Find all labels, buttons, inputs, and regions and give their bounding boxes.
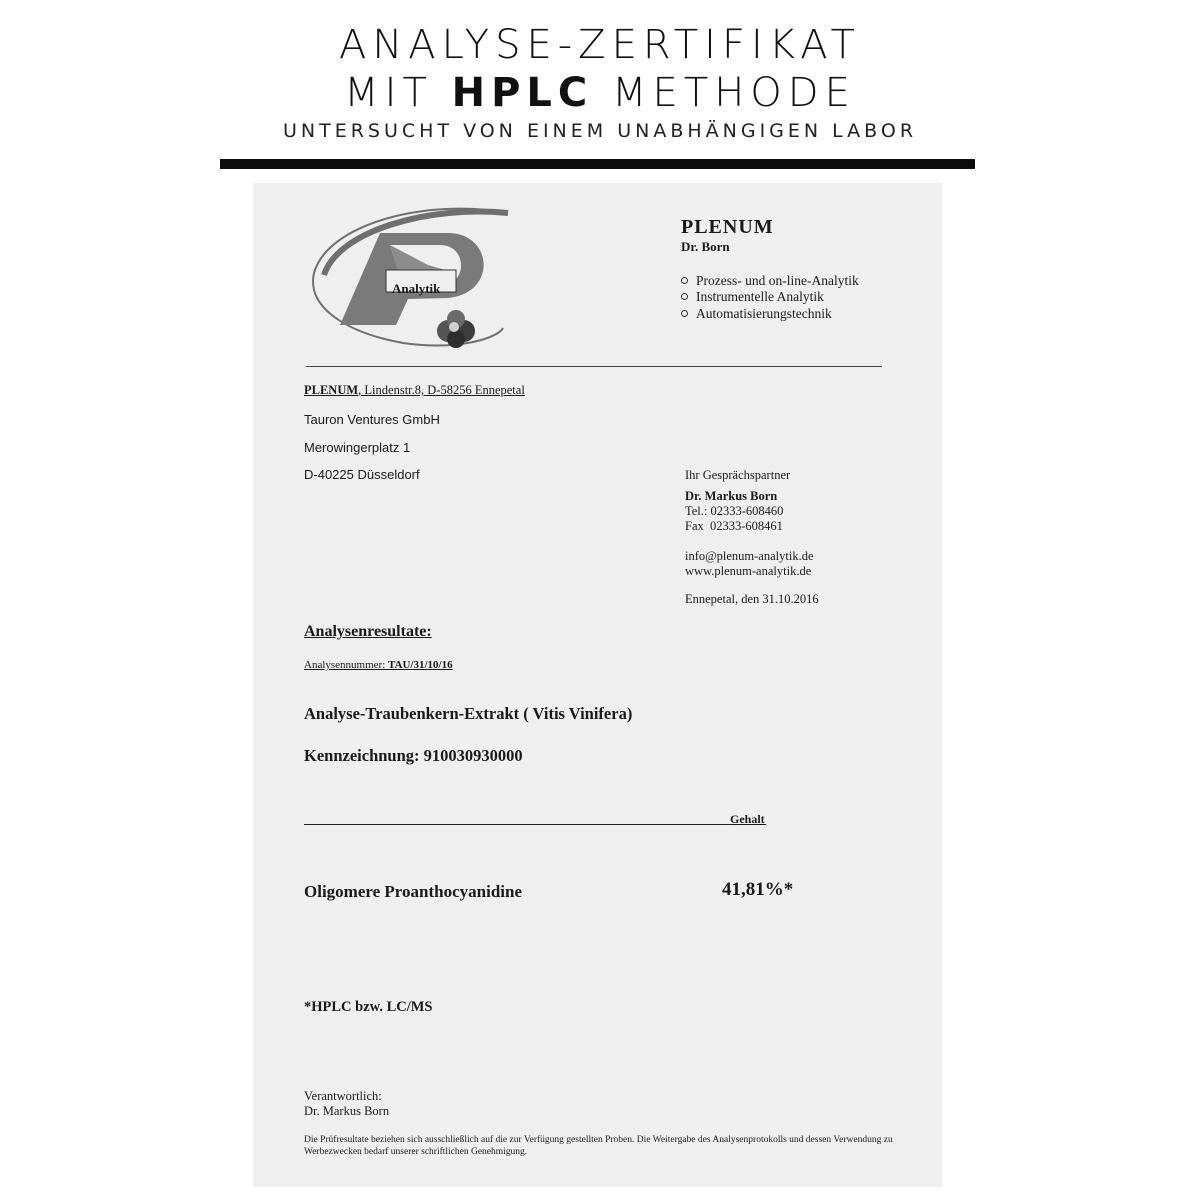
identification-number: Kennzeichnung: 910030930000 <box>304 746 523 765</box>
contact-tel: Tel.: 02333-608460 <box>685 504 784 518</box>
sender-line: PLENUM, Lindenstr.8, D-58256 Ennepetal <box>304 383 525 397</box>
banner-title-line2 <box>0 70 1200 116</box>
company-logo <box>308 193 518 358</box>
result-value: 41,81%* <box>722 879 794 900</box>
banner-divider <box>220 159 975 169</box>
banner-suffix: METHODE <box>593 70 856 116</box>
banner-title: ANALYSE-ZERTIFIKAT <box>339 22 861 68</box>
recipient-company: Tauron Ventures GmbH <box>304 412 440 427</box>
service-item: Automatisierungstechnik <box>681 306 832 322</box>
results-title: Analysenresultate: <box>304 623 432 640</box>
contact-fax: Fax 02333-608461 <box>685 519 783 533</box>
company-name: PLENUM <box>681 216 774 238</box>
disclaimer-text: Die Prüfresultate beziehen sich ausschließlich auf die zur Verfügung gestellten Proben. Die Weitergabe des Analysenprotokolls und dessen Verwendung zu Werbezwecken bedarf unserer schriftlichen Genehmigung. <box>304 1135 893 1157</box>
responsible-name: Dr. Markus Born <box>304 1104 390 1118</box>
contact-email: info@plenum-analytik.de <box>685 549 814 563</box>
document-date: Ennepetal, den 31.10.2016 <box>685 592 819 606</box>
service-item: Instrumentelle Analytik <box>681 289 824 305</box>
certificate-document <box>253 183 942 1187</box>
result-substance: Oligomere Proanthocyanidine <box>304 882 523 901</box>
banner-prefix: MIT <box>344 70 452 116</box>
column-header-gehalt: Gehalt <box>730 812 765 826</box>
analysis-subject: Analyse-Traubenkern-Extrakt ( Vitis Vinifera) <box>304 704 633 723</box>
circle-bullet-icon <box>681 277 688 284</box>
contact-web: www.plenum-analytik.de <box>685 564 812 578</box>
logo-graphic <box>308 193 518 358</box>
circle-bullet-icon <box>681 310 688 317</box>
analysis-number: Analysennummer: TAU/31/10/16 <box>304 659 453 671</box>
contact-name: Dr. Markus Born <box>685 489 778 503</box>
responsible-label: Verantwortlich: <box>304 1089 382 1103</box>
header-rule <box>306 366 882 367</box>
method-footnote: *HPLC bzw. LC/MS <box>304 999 433 1015</box>
company-subname: Dr. Born <box>681 239 730 254</box>
results-table-rule <box>304 824 766 825</box>
logo-text: Analytik <box>392 281 441 296</box>
banner-subtitle: UNTERSUCHT VON EINEM UNABHÄNGIGEN LABOR <box>282 120 918 142</box>
recipient-street: Merowingerplatz 1 <box>304 440 411 455</box>
service-item: Prozess- und on-line-Analytik <box>681 273 859 289</box>
contact-label: Ihr Gesprächspartner <box>685 468 791 482</box>
recipient-city: D-40225 Düsseldorf <box>304 467 420 482</box>
banner-hplc: HPLC <box>451 70 594 116</box>
circle-bullet-icon <box>681 293 688 300</box>
